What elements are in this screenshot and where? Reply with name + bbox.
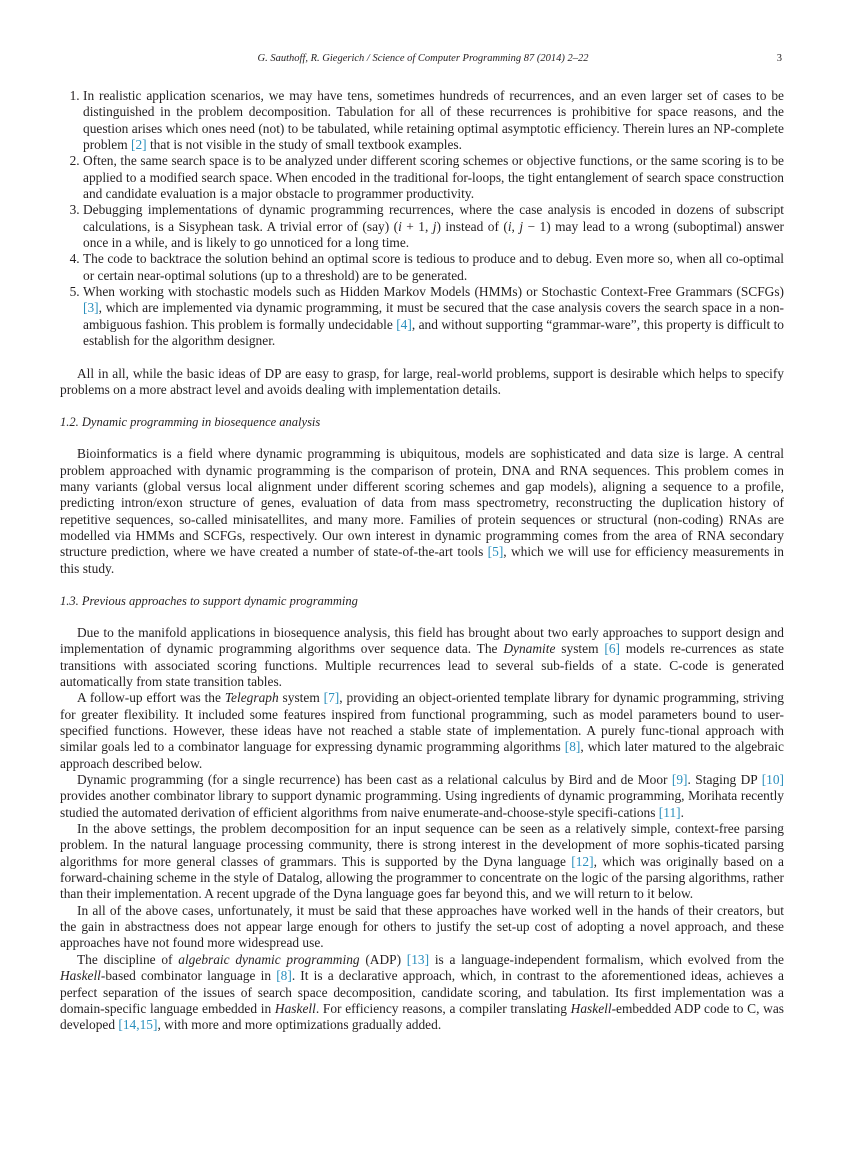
- citation-link[interactable]: [6]: [604, 641, 620, 657]
- italic-text: Telegraph: [224, 690, 279, 706]
- paragraph: [60, 772, 784, 821]
- citation-link[interactable]: [2]: [130, 137, 147, 153]
- citation-link[interactable]: [9]: [671, 772, 688, 788]
- citation-link[interactable]: [3]: [83, 300, 99, 316]
- paragraph: [60, 446, 784, 577]
- text-run: , which was originally based on a forward-chaining scheme in the style of Datalog, allowing the programmer to concentrate on the logic of the parsing algorithms, rather than their implementation. A recent upgrade of the Dyna language goes far beyond this, and we will return to it below.: [60, 853, 785, 902]
- italic-text: j: [432, 218, 437, 234]
- problem-list: [60, 88, 784, 350]
- citation-link[interactable]: [5]: [487, 544, 504, 560]
- section-1-3-body: [60, 625, 784, 1034]
- text-run: In all of the above cases, unfortunately, it must be said that these approaches have worked well in the hands of their creators, but the gain in abstractness does not appear large enough for others to justify the set-up cost of adopting a novel approach, and these approaches have not found more widespread use.: [60, 902, 784, 951]
- list-item: [83, 153, 784, 202]
- text-run: The discipline of: [77, 951, 179, 967]
- text-run: In realistic application scenarios, we may have tens, sometimes hundreds of recurrences, and an even larger set of cases to be distinguished in the problem decomposition. Tabulation for all of these recurrences is prohibitive for space reasons, and the question arises which ones need (not) to be tabulated, while retaining optimal asymptotic efficiency. Therein lures an NP-complete problem: [83, 88, 784, 153]
- text-run: , which we will use for efficiency measurements in this study.: [60, 544, 784, 576]
- text-run: .: [680, 804, 684, 820]
- text-run: . Staging DP: [687, 772, 762, 788]
- text-run: , which are implemented via dynamic programming, it must be secured that the case analysis covers the search space in a non-ambiguous fashion. This problem is formally undecidable: [83, 300, 784, 332]
- citation-link[interactable]: [4]: [396, 316, 412, 332]
- italic-text: Haskell: [274, 1000, 316, 1016]
- text-run: A follow-up effort was the: [77, 690, 225, 706]
- running-title: G. Sauthoff, R. Giegerich / Science of Computer Programming 87 (2014) 2–22: [257, 53, 589, 64]
- section-heading-1-3: 1.3. Previous approaches to support dynamic programming: [60, 593, 358, 608]
- text-run: system: [555, 641, 605, 657]
- text-run: , and without supporting “grammar-ware”, this property is difficult to establish for the algorithm designer.: [83, 316, 784, 349]
- paragraph: [60, 952, 784, 1034]
- citation-link[interactable]: [10]: [761, 772, 784, 788]
- text-run: , with more and more optimizations gradually added.: [157, 1017, 442, 1033]
- list-item: [83, 202, 784, 251]
- italic-text: j: [519, 218, 524, 234]
- text-run: Debugging implementations of dynamic programming recurrences, where the case analysis is encoded in dozens of subscript calculations, is a Sisyphean task. A trivial error of (say) (: [83, 202, 784, 234]
- section-1-2-body: [60, 446, 784, 577]
- text-run: Often, the same search space is to be analyzed under different scoring schemes or objective functions, or the same scoring is to be applied to a modified search space. When encoded in the traditional for-loops, the tight entanglement of search space construction and candidate evaluation is a major obstacle to programmer productivity.: [83, 153, 784, 202]
- text-run: (ADP): [359, 951, 407, 967]
- citation-link[interactable]: [12]: [571, 853, 594, 869]
- citation-link[interactable]: [8]: [276, 968, 292, 984]
- text-run: In the above settings, the problem decomposition for an input sequence can be seen as a relatively simple, context-free parsing problem. In the natural language processing community, there is strong interest in the development of more sophis-ticated parsing algorithms for more general classes of grammars. This is supported by the Dyna language: [60, 821, 784, 869]
- page-number: 3: [776, 53, 782, 64]
- paragraph: [60, 690, 784, 772]
- text-run: Dynamic programming (for a single recurrence) has been cast as a relational calculus by Bird and de Moor: [77, 772, 672, 788]
- citation-link[interactable]: [11]: [658, 804, 681, 820]
- text-run: , which later matured to the algebraic approach described below.: [60, 739, 784, 771]
- paragraph: [60, 903, 784, 952]
- italic-text: Dynamite: [503, 641, 556, 657]
- text-run: is a language-independent formalism, which evolved from the: [429, 951, 784, 967]
- text-run: models re-currences as state transitions with associated scoring functions. Multiple recurrences lead to several sub-fields of a state. C-code is generated automatically from state transition tables.: [60, 641, 784, 689]
- list-item: [83, 88, 784, 153]
- section-heading-1-2: 1.2. Dynamic programming in biosequence analysis: [60, 415, 321, 430]
- text-run: . For efficiency reasons, a compiler translating: [315, 1000, 571, 1016]
- list-item: [83, 284, 784, 349]
- text-run: Due to the manifold applications in biosequence analysis, this field has brought about two early approaches to support design and implementation of dynamic programming algorithms over sequence data. The: [60, 624, 784, 657]
- text-run: -based combinator language in: [100, 968, 277, 984]
- paragraph: [60, 625, 784, 690]
- paragraph: [60, 821, 784, 903]
- italic-text: algebraic dynamic programming: [178, 951, 360, 967]
- citation-link[interactable]: [8]: [564, 739, 581, 755]
- italic-text: Haskell: [570, 1000, 612, 1016]
- text-run: that is not visible in the study of small textbook examples.: [146, 137, 462, 153]
- text-run: ) instead of (: [436, 218, 508, 234]
- text-run: system: [278, 690, 324, 706]
- italic-text: i: [398, 218, 402, 234]
- text-run: -embedded ADP code to C, was developed: [60, 1000, 785, 1033]
- italic-text: Haskell: [60, 968, 101, 984]
- text-run: All in all, while the basic ideas of DP are easy to grasp, for large, real-world problems, support is desirable which helps to specify problems on a more abstract level and avoids dealing with implementation details.: [60, 365, 784, 397]
- text-run: provides another combinator library to support dynamic programming. Using ingredients of dynamic programming, Morihata recently studied the automated derivation of efficient algorithms from naive enumerate-and-choose-style specifi-cations: [60, 788, 784, 820]
- text-run: Bioinformatics is a field where dynamic programming is ubiquitous, models are sophisticated and data size is large. A central problem approached with dynamic programming is the comparison of protein, DNA and RNA sequences. This problem comes in many variants (global versus local alignment under different scoring schemes and gap models), aligning a sequence to a profile, predicting intron/exon structure of genes, evaluation of data from mass spectrometry, reconstructing the duplication history of repetitive sequences, so-called minisatellites, and many more. Families of protein sequences or structural (non-coding) RNAs are modelled via HMMs and SCFGs, respectively. Our own interest in dynamic programming comes from the area of RNA secondary structure prediction, where we have created a number of state-of-the-art tools: [60, 446, 784, 560]
- text-run: . It is a declarative approach, which, in contrast to the aforementioned ideas, achieves a perfect separation of the issues of search space decomposition, candidate scoring, and tabulation. Its first implementation was a domain-specific language embedded in: [60, 968, 784, 1016]
- text-run: − 1) may lead to a wrong (suboptimal) answer once in a while, and is likely to go unnoticed for a long time.: [83, 218, 785, 251]
- text-run: ,: [511, 218, 520, 234]
- summary-paragraph: [60, 366, 784, 399]
- citation-link[interactable]: [14,15]: [118, 1017, 158, 1033]
- list-item: [83, 251, 784, 284]
- citation-link[interactable]: [7]: [323, 690, 340, 706]
- citation-link[interactable]: [13]: [406, 951, 430, 967]
- italic-text: i: [507, 218, 512, 234]
- text-run: The code to backtrace the solution behind an optimal score is tedious to produce and to debug. Even more so, when all co-optimal or certain near-optimal solutions (up to a threshold) are to be generated.: [83, 251, 784, 283]
- text-run: , providing an object-oriented template library for dynamic programming, striving for greater flexibility. It included some features inspired from functional programming, such as model parameters bound to user-specified functions. However, these ideas have not reached a stable state of implementation. A purely func-tional approach with similar goals led to a combinator language for expressing dynamic programming algorithms: [60, 690, 784, 755]
- text-run: When working with stochastic models such as Hidden Markov Models (HMMs) or Stochastic Context-Free Grammars (SCFGs): [83, 284, 784, 300]
- page-body: [60, 88, 784, 1034]
- text-run: + 1,: [401, 218, 433, 234]
